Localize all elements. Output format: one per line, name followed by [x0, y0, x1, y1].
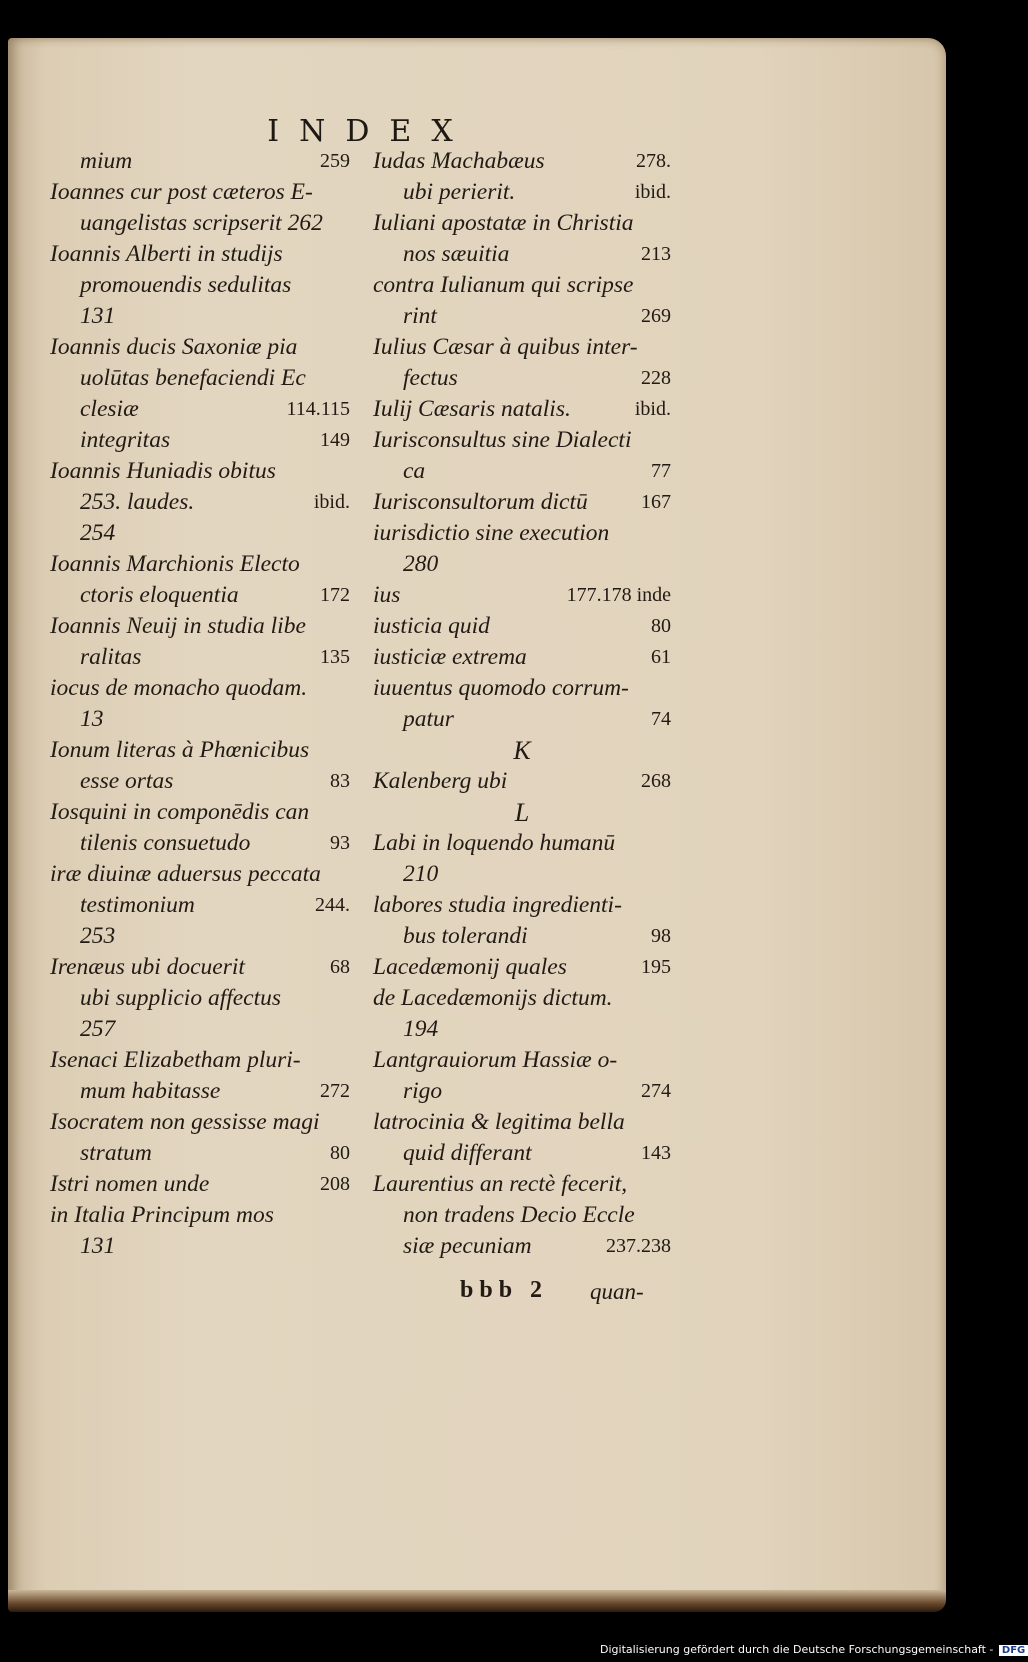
entry-text: Ioannes cur post cæteros E- [50, 179, 313, 205]
index-entry [50, 1200, 350, 1231]
entry-text: Labi in loquendo humanū [373, 830, 616, 856]
index-entry [50, 828, 350, 859]
entry-page-ref: 167 [641, 491, 671, 513]
index-entry [50, 1169, 350, 1200]
entry-page-ref: 114.115 [286, 398, 350, 420]
entry-text: rint [403, 303, 437, 329]
entry-text: Iudas Machabæus [373, 148, 545, 174]
page-edge [8, 1590, 946, 1612]
entry-text: Istri nomen unde [50, 1171, 210, 1197]
entry-text: Ioannis Alberti in studijs [50, 241, 283, 267]
index-entry [50, 177, 350, 208]
index-entry [373, 952, 671, 983]
entry-text: ius [373, 582, 401, 608]
entry-text: in Italia Principum mos [50, 1202, 274, 1228]
entry-page-ref: 80 [330, 1142, 350, 1164]
entry-text: quid differant [403, 1140, 532, 1166]
index-entry [50, 766, 350, 797]
signature-mark: bbb 2 [460, 1277, 549, 1303]
entry-text: 257 [80, 1016, 116, 1042]
page-header: INDEX [267, 114, 473, 149]
index-entry [50, 1138, 350, 1169]
entry-page-ref: 172 [320, 584, 350, 606]
entry-text: ctoris eloquentia [80, 582, 239, 608]
entry-page-ref: 259 [320, 150, 350, 172]
entry-text: labores studia ingredienti- [373, 892, 622, 918]
index-entry [50, 394, 350, 425]
index-entry [50, 580, 350, 611]
index-entry [50, 332, 350, 363]
entry-page-ref: 213 [641, 243, 671, 265]
entry-text: bus tolerandi [403, 923, 528, 949]
index-entry [373, 704, 671, 735]
index-entry [373, 425, 671, 456]
index-entry [373, 1231, 671, 1262]
index-entry [373, 270, 671, 301]
index-entry [373, 766, 671, 797]
entry-text: 13 [80, 706, 104, 732]
index-entry [50, 983, 350, 1014]
entry-text: iræ diuinæ aduersus peccata [50, 861, 321, 887]
index-entry [50, 456, 350, 487]
entry-text: contra Iulianum qui scripse [373, 272, 634, 298]
entry-text: stratum [80, 1140, 152, 1166]
entry-text: ca [403, 458, 426, 484]
entry-page-ref: 74 [651, 708, 671, 730]
entry-text: patur [403, 706, 454, 732]
dfg-logo: DFG [999, 1645, 1028, 1656]
entry-text: testimonium [80, 892, 195, 918]
index-entry [373, 518, 671, 549]
entry-text: Kalenberg ubi [373, 768, 508, 794]
entry-text: ubi supplicio affectus [80, 985, 282, 1011]
entry-text: mium [80, 148, 133, 174]
index-entry [373, 1169, 671, 1200]
index-entry [373, 239, 671, 270]
catchword: quan- [590, 1279, 644, 1304]
entry-text: integritas [80, 427, 171, 453]
entry-text: Ioannis Marchionis Electo [50, 551, 300, 577]
index-entry [50, 363, 350, 394]
index-entry [373, 177, 671, 208]
index-entry [373, 859, 671, 890]
index-entry [50, 797, 350, 828]
index-entry [373, 332, 671, 363]
entry-page-ref: 278. [636, 150, 671, 172]
entry-text: Isocratem non gessisse magi [50, 1109, 320, 1135]
entry-text: L [514, 798, 530, 827]
entry-text: de Lacedæmonijs dictum. [373, 985, 613, 1011]
entry-text: Iulij Cæsaris natalis. [373, 396, 571, 422]
entry-page-ref: 274 [641, 1080, 671, 1102]
index-entry [373, 208, 671, 239]
index-entry [373, 673, 671, 704]
index-entry [50, 1014, 350, 1045]
index-entry [373, 890, 671, 921]
entry-page-ref: 208 [320, 1173, 350, 1195]
entry-page-ref: 244. [315, 894, 350, 916]
index-column-left [50, 146, 350, 1262]
index-entry [50, 487, 350, 518]
index-entry [373, 983, 671, 1014]
entry-page-ref: 149 [320, 429, 350, 451]
index-entry [50, 270, 350, 301]
entry-text: latrocinia & legitima bella [373, 1109, 625, 1135]
entry-text: Laurentius an rectè fecerit, [373, 1171, 628, 1197]
entry-page-ref: 228 [641, 367, 671, 389]
entry-page-ref: 77 [651, 460, 671, 482]
entry-text: iocus de monacho quodam. [50, 675, 308, 701]
entry-text: nos sæuitia [403, 241, 510, 267]
entry-text: 280 [403, 551, 439, 577]
index-entry [373, 394, 671, 425]
entry-page-ref: 143 [641, 1142, 671, 1164]
entry-text: 131 [80, 1233, 116, 1259]
entry-text: 254 [80, 520, 116, 546]
entry-text: Lacedæmonij quales [373, 954, 567, 980]
entry-page-ref: 269 [641, 305, 671, 327]
entry-page-ref: 237.238 [606, 1235, 671, 1257]
index-entry [373, 1107, 671, 1138]
index-entry [50, 518, 350, 549]
entry-text: promouendis sedulitas [80, 272, 292, 298]
entry-text: 253 [80, 923, 116, 949]
index-entry [50, 208, 350, 239]
index-entry [50, 301, 350, 332]
entry-text: ubi perierit. [403, 179, 516, 205]
digitization-credit [600, 1643, 1028, 1656]
entry-page-ref: 268 [641, 770, 671, 792]
index-entry [50, 859, 350, 890]
index-entry [373, 1076, 671, 1107]
entry-page-ref: 135 [320, 646, 350, 668]
index-entry [373, 549, 671, 580]
entry-page-ref: ibid. [634, 398, 671, 420]
entry-text: Iurisconsultorum dictū [373, 489, 588, 515]
entry-page-ref: 177.178 inde [566, 584, 671, 606]
entry-text: 194 [403, 1016, 439, 1042]
index-entry [50, 425, 350, 456]
index-entry [373, 363, 671, 394]
entry-text: Iurisconsultus sine Dialecti [373, 427, 632, 453]
entry-text: ralitas [80, 644, 142, 670]
entry-text: uangelistas scripserit 262 [80, 210, 323, 236]
index-entry [373, 146, 671, 177]
index-entry [50, 673, 350, 704]
entry-text: iusticiæ extrema [373, 644, 527, 670]
index-entry [373, 642, 671, 673]
index-entry [50, 549, 350, 580]
index-entry [373, 1138, 671, 1169]
entry-text: 210 [403, 861, 439, 887]
index-column-right [373, 146, 671, 1262]
entry-text: clesiæ [80, 396, 139, 422]
entry-page-ref: 68 [330, 956, 350, 978]
index-entry [50, 1107, 350, 1138]
entry-page-ref: 61 [651, 646, 671, 668]
entry-page-ref: 93 [330, 832, 350, 854]
index-entry [50, 1045, 350, 1076]
index-entry [50, 1076, 350, 1107]
index-entry [50, 952, 350, 983]
index-entry [373, 921, 671, 952]
index-entry [373, 456, 671, 487]
entry-page-ref: 83 [330, 770, 350, 792]
entry-text: iuuentus quomodo corrum- [373, 675, 629, 701]
entry-text: Irenæus ubi docuerit [50, 954, 245, 980]
index-entry [373, 1200, 671, 1231]
credit-text: Digitalisierung gefördert durch die Deutsche Forschungsgemeinschaft - [600, 1643, 994, 1656]
index-entry [50, 1231, 350, 1262]
entry-text: 131 [80, 303, 116, 329]
index-entry [373, 1014, 671, 1045]
section-letter [373, 797, 671, 828]
entry-text: 253. laudes. [80, 489, 195, 515]
entry-text: iurisdictio sine execution [373, 520, 610, 546]
index-entry [50, 611, 350, 642]
entry-text: Iuliani apostatæ in Christia [373, 210, 634, 236]
entry-text: K [513, 736, 531, 765]
entry-text: Iosquini in componēdis can [50, 799, 310, 825]
entry-text: uolūtas benefaciendi Ec [80, 365, 306, 391]
entry-text: Lantgrauiorum Hassiæ o- [373, 1047, 618, 1073]
entry-page-ref: 80 [651, 615, 671, 637]
index-entry [373, 580, 671, 611]
index-entry [50, 735, 350, 766]
index-entry [373, 828, 671, 859]
entry-text: Ioannis Neuij in studia libe [50, 613, 306, 639]
entry-text: Iulius Cæsar à quibus inter- [373, 334, 638, 360]
entry-page-ref: ibid. [634, 181, 671, 203]
entry-text: Ioannis Huniadis obitus [50, 458, 276, 484]
section-letter [373, 735, 671, 766]
entry-text: mum habitasse [80, 1078, 221, 1104]
entry-text: non tradens Decio Eccle [403, 1202, 635, 1228]
index-entry [373, 1045, 671, 1076]
index-entry [50, 239, 350, 270]
entry-page-ref: 195 [641, 956, 671, 978]
entry-text: iusticia quid [373, 613, 490, 639]
index-entry [373, 487, 671, 518]
index-entry [50, 642, 350, 673]
entry-text: Isenaci Elizabetham pluri- [50, 1047, 301, 1073]
entry-text: fectus [403, 365, 458, 391]
entry-text: Ioannis ducis Saxoniæ pia [50, 334, 298, 360]
index-entry [50, 146, 350, 177]
entry-text: siæ pecuniam [403, 1233, 532, 1259]
index-entry [50, 921, 350, 952]
index-entry [50, 890, 350, 921]
entry-page-ref: ibid. [313, 491, 350, 513]
entry-page-ref: 272 [320, 1080, 350, 1102]
entry-text: tilenis consuetudo [80, 830, 251, 856]
entry-page-ref: 98 [651, 925, 671, 947]
index-entry [50, 704, 350, 735]
index-entry [373, 611, 671, 642]
index-entry [373, 301, 671, 332]
entry-text: esse ortas [80, 768, 174, 794]
entry-text: rigo [403, 1078, 443, 1104]
entry-text: Ionum literas à Phœnicibus [50, 737, 310, 763]
